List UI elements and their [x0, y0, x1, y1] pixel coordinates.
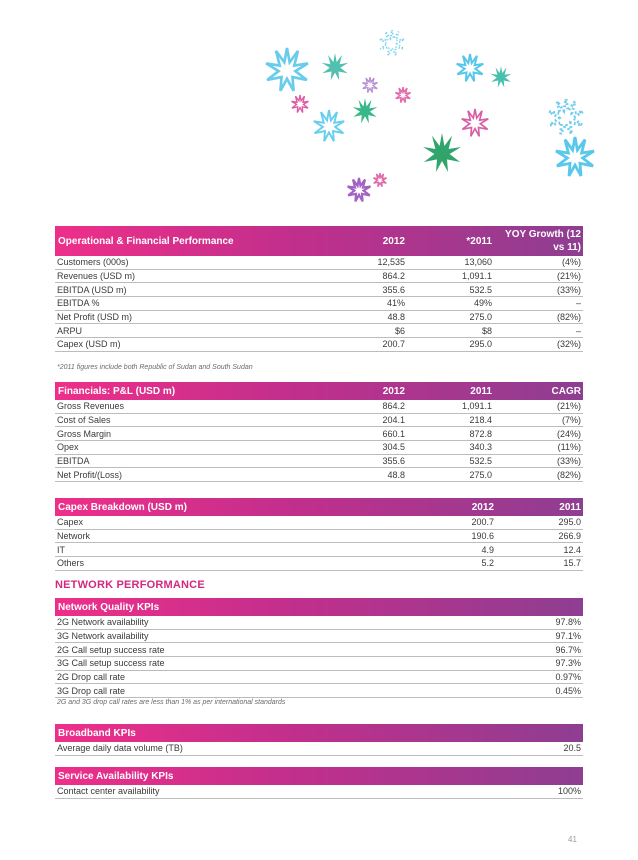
pl-table — [55, 382, 583, 482]
burst-green-large — [423, 133, 461, 172]
row-label: Average daily data volume (TB) — [57, 743, 183, 754]
cell: 275.0 — [469, 469, 492, 480]
cell: 295.0 — [558, 517, 581, 528]
row-label: Opex — [57, 442, 79, 453]
op-fin-col-2012: 2012 — [382, 235, 405, 247]
cell: (4%) — [561, 257, 581, 268]
broadband-header — [55, 724, 583, 742]
page-number: 41 — [568, 835, 577, 844]
table-row — [55, 643, 583, 657]
table-row — [55, 311, 583, 325]
burst-cyan-right — [556, 137, 594, 176]
capex-title: Capex Breakdown (USD m) — [58, 501, 187, 513]
cell: 872.8 — [469, 428, 492, 439]
row-label: Capex — [57, 517, 84, 528]
table-row — [55, 557, 583, 571]
burst-lavender — [362, 77, 377, 93]
cell: 295.0 — [469, 339, 492, 350]
row-label: Others — [57, 558, 85, 569]
cell: (82%) — [556, 312, 581, 323]
network-quality-footnote: 2G and 3G drop call rates are less than 1% as per international standards — [57, 699, 286, 706]
table-row — [55, 630, 583, 644]
row-label: 3G Call setup success rate — [57, 658, 165, 669]
cell: $6 — [394, 325, 405, 336]
table-row — [55, 270, 583, 284]
cell: (32%) — [556, 339, 581, 350]
cell: (11%) — [557, 442, 581, 453]
service-availability-table — [55, 767, 583, 799]
cell: $8 — [481, 325, 492, 336]
pl-col-2012: 2012 — [382, 385, 405, 397]
burst-cyan-top — [457, 54, 484, 81]
table-row — [55, 785, 583, 799]
cell: 275.0 — [469, 312, 492, 323]
cell: 49% — [473, 298, 492, 309]
row-label: EBITDA (USD m) — [57, 284, 127, 295]
table-row — [55, 671, 583, 685]
cell: 218.4 — [469, 415, 492, 426]
burst-pink-small — [395, 87, 410, 103]
table-row — [55, 616, 583, 630]
cell: 15.7 — [563, 558, 581, 569]
table-row — [55, 657, 583, 671]
cell: 340.3 — [469, 442, 492, 453]
table-row — [55, 468, 583, 482]
network-quality-title: Network Quality KPIs — [58, 601, 160, 613]
cell: 0.97% — [555, 672, 581, 683]
cell: 5.2 — [481, 558, 494, 569]
row-label: Cost of Sales — [57, 415, 111, 426]
table-row — [55, 530, 583, 544]
table-row — [55, 400, 583, 414]
row-label: Customers (000s) — [57, 257, 129, 268]
cell: 1,091.1 — [461, 271, 492, 282]
pl-col-cagr: CAGR — [551, 385, 581, 397]
cell: 97.1% — [555, 631, 581, 642]
cell: 100% — [557, 786, 581, 797]
op-fin-footnote: *2011 figures include both Republic of Sudan and South Sudan — [57, 364, 253, 371]
table-row — [55, 324, 583, 338]
row-label: 2G Drop call rate — [57, 672, 126, 683]
cell: 12,535 — [377, 257, 405, 268]
op-fin-table — [55, 226, 583, 352]
cell: (24%) — [556, 428, 581, 439]
network-quality-header — [55, 598, 583, 616]
burst-teal — [322, 53, 349, 80]
row-label: Gross Revenues — [57, 401, 125, 412]
burst-cyan-mid — [314, 110, 344, 141]
cell: 0.45% — [555, 685, 581, 696]
row-label: 3G Network availability — [57, 631, 149, 642]
cell: 97.8% — [555, 617, 581, 628]
cell: 204.1 — [382, 415, 405, 426]
row-label: EBITDA — [57, 456, 90, 467]
broadband-title: Broadband KPIs — [58, 727, 136, 739]
row-label: EBITDA % — [57, 298, 100, 309]
burst-purple-left — [348, 178, 371, 201]
broadband-table — [55, 724, 583, 756]
table-row — [55, 297, 583, 311]
burst-magenta-small — [291, 95, 308, 113]
row-label: IT — [57, 544, 65, 555]
burst-teal-top — [491, 66, 512, 87]
cell: 48.8 — [387, 312, 405, 323]
cell: 12.4 — [563, 544, 581, 555]
row-label: Net Profit (USD m) — [57, 312, 133, 323]
row-label: Capex (USD m) — [57, 339, 121, 350]
cell: 96.7% — [555, 644, 581, 655]
service-availability-title: Service Availability KPIs — [58, 770, 174, 782]
table-row — [55, 441, 583, 455]
burst-pink-left — [373, 173, 386, 187]
network-quality-table — [55, 598, 583, 698]
cell: (21%) — [556, 271, 581, 282]
table-row — [55, 684, 583, 698]
capex-col-2012: 2012 — [471, 501, 494, 513]
op-fin-col-2011: *2011 — [466, 235, 492, 247]
cell: 200.7 — [471, 517, 494, 528]
table-row — [55, 516, 583, 530]
cell: 1,091.1 — [461, 401, 492, 412]
cell: 13,060 — [464, 257, 492, 268]
cell: 190.6 — [471, 531, 494, 542]
row-label: ARPU — [57, 325, 83, 336]
pl-col-2011: 2011 — [470, 385, 492, 397]
row-label: 3G Drop call rate — [57, 685, 126, 696]
starburst-decoration — [0, 0, 638, 225]
table-row — [55, 742, 583, 756]
cell: 864.2 — [382, 401, 405, 412]
capex-header — [55, 498, 583, 516]
cell: (33%) — [556, 284, 581, 295]
cell: 97.3% — [555, 658, 581, 669]
table-row — [55, 455, 583, 469]
burst-cyan-large — [266, 48, 308, 91]
op-fin-col-yoy: YOY Growth (12 vs 11) — [505, 229, 581, 253]
row-label: 2G Call setup success rate — [57, 644, 165, 655]
table-row — [55, 283, 583, 297]
cell: – — [575, 298, 581, 309]
cell: 266.9 — [558, 531, 581, 542]
cell: (82%) — [556, 469, 581, 480]
cell: 660.1 — [382, 428, 405, 439]
table-row — [55, 256, 583, 270]
row-label: Network — [57, 531, 91, 542]
service-availability-header — [55, 767, 583, 785]
op-fin-header — [55, 226, 583, 256]
row-label: Revenues (USD m) — [57, 271, 136, 282]
row-label: Net Profit/(Loss) — [57, 469, 123, 480]
burst-blue-dots-right — [549, 99, 583, 134]
cell: (21%) — [556, 401, 581, 412]
table-row — [55, 543, 583, 557]
cell: 41% — [386, 298, 405, 309]
cell: 532.5 — [469, 284, 492, 295]
cell: 20.5 — [563, 743, 581, 754]
capex-col-2011: 2011 — [559, 501, 581, 513]
cell: 4.9 — [481, 544, 494, 555]
cell: 532.5 — [469, 456, 492, 467]
cell: 200.7 — [382, 339, 405, 350]
pl-header — [55, 382, 583, 400]
table-row — [55, 338, 583, 352]
cell: 48.8 — [387, 469, 405, 480]
cell: – — [575, 325, 581, 336]
row-label: Contact center availability — [57, 786, 160, 797]
cell: 355.6 — [382, 284, 405, 295]
row-label: 2G Network availability — [57, 617, 149, 628]
network-performance-title: NETWORK PERFORMANCE — [55, 579, 205, 591]
table-row — [55, 414, 583, 428]
cell: 355.6 — [382, 456, 405, 467]
burst-green-mid — [353, 98, 378, 123]
burst-blue-dots — [380, 30, 405, 55]
pl-title: Financials: P&L (USD m) — [58, 385, 176, 397]
cell: 864.2 — [382, 271, 405, 282]
row-label: Gross Margin — [57, 428, 112, 439]
op-fin-title: Operational & Financial Performance — [58, 235, 234, 247]
table-row — [55, 427, 583, 441]
cell: (33%) — [556, 456, 581, 467]
capex-table — [55, 498, 583, 571]
cell: (7%) — [561, 415, 581, 426]
cell: 304.5 — [382, 442, 405, 453]
burst-magenta-mid — [462, 109, 489, 136]
